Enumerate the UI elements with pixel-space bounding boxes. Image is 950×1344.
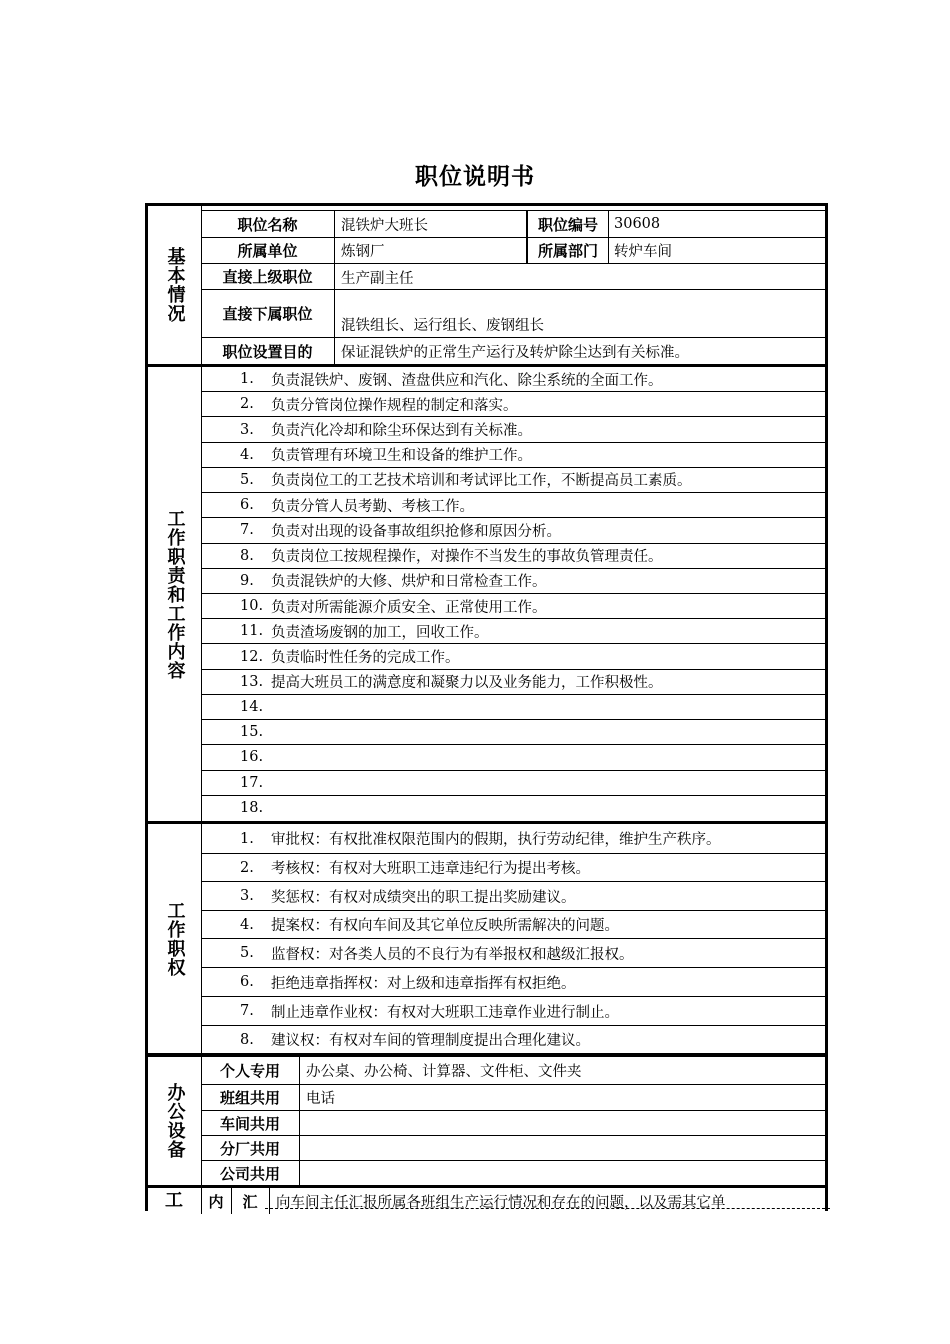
duty-text: 负责临时性任务的完成工作。 <box>271 650 460 667</box>
duty-number: 16. <box>240 749 264 766</box>
duty-number: 1. <box>240 371 254 388</box>
duty-number: 4. <box>240 446 254 463</box>
unit-label: 所属单位 <box>201 238 335 263</box>
duty-row <box>201 644 825 669</box>
dept-value: 转炉车间 <box>614 244 672 260</box>
equipment-label-cell: 分厂共用 <box>201 1136 300 1160</box>
relations-sub2: 汇 <box>231 1188 270 1214</box>
duty-text: 负责混铁炉、废钢、渣盘供应和汽化、除尘系统的全面工作。 <box>271 372 663 389</box>
equipment-row <box>201 1161 825 1185</box>
basic-info-label: 基本情况 <box>148 206 202 364</box>
duty-row <box>201 392 825 417</box>
duty-row <box>201 771 825 796</box>
authority-number: 1. <box>240 830 254 847</box>
duty-row <box>201 670 825 695</box>
duty-row <box>201 569 825 594</box>
authority-text: 监督权：对各类人员的不良行为有举报权和越级汇报权。 <box>271 946 634 963</box>
equipment-label: 办公设备 <box>148 1057 202 1185</box>
authority-row <box>201 968 825 997</box>
authority-row <box>201 824 825 854</box>
equipment-value: 办公桌、办公椅、计算器、文件柜、文件夹 <box>306 1064 582 1080</box>
basic-info-section <box>148 206 825 364</box>
authority-number: 6. <box>240 974 254 990</box>
relations-text: 向车间主任汇报所属各班组生产运行情况和存在的问题，以及需其它单 <box>276 1194 726 1211</box>
job-description-table <box>145 203 828 1211</box>
superior-value: 生产副主任 <box>341 271 414 287</box>
position-name-value: 混铁炉大班长 <box>334 211 527 237</box>
duty-row <box>201 796 825 821</box>
authority-row <box>201 1026 825 1053</box>
duty-number: 11. <box>240 623 264 640</box>
equipment-row <box>201 1136 825 1161</box>
authority-text: 制止违章作业权：有权对大班职工违章作业进行制止。 <box>271 1004 619 1021</box>
position-code-value: 30608 <box>614 216 661 232</box>
authority-row <box>201 911 825 939</box>
relations-label: 工 <box>148 1188 202 1214</box>
superior-label: 直接上级职位 <box>201 264 335 289</box>
duties-label: 工作职责和工作内容 <box>148 367 202 821</box>
equipment-value <box>299 1161 825 1185</box>
relations-section <box>148 1188 825 1214</box>
authority-row <box>201 882 825 911</box>
duty-text: 负责分管人员考勤、考核工作。 <box>271 498 474 515</box>
duty-row <box>201 720 825 745</box>
equipment-value <box>299 1136 825 1160</box>
duty-number: 9. <box>240 572 254 589</box>
duty-row <box>201 493 825 518</box>
authority-row <box>201 854 825 882</box>
equipment-label-cell: 车间共用 <box>201 1111 300 1135</box>
duty-number: 8. <box>240 547 254 564</box>
subordinate-value: 混铁组长、运行组长、废钢组长 <box>341 318 544 334</box>
purpose-label: 职位设置目的 <box>201 338 335 364</box>
duty-text: 提高大班员工的满意度和凝聚力以及业务能力，工作积极性。 <box>271 675 663 692</box>
authority-row <box>201 997 825 1026</box>
duty-text: 负责汽化冷却和除尘环保达到有关标准。 <box>271 423 532 440</box>
authority-label: 工作职权 <box>148 824 202 1053</box>
duty-row <box>201 594 825 619</box>
duties-section <box>148 367 825 821</box>
superior-row <box>201 264 825 290</box>
page-cut-line <box>265 1208 830 1209</box>
duty-number: 6. <box>240 497 254 514</box>
unit-row <box>201 238 825 264</box>
equipment-label-cell: 个人专用 <box>201 1057 300 1084</box>
duty-text: 负责渣场废钢的加工，回收工作。 <box>271 624 489 641</box>
purpose-value: 保证混铁炉的正常生产运行及转炉除尘达到有关标准。 <box>341 344 689 361</box>
duty-number: 17. <box>240 774 264 791</box>
equipment-row <box>201 1111 825 1136</box>
duty-text: 负责分管岗位操作规程的制定和落实。 <box>271 397 518 414</box>
authority-number: 7. <box>240 1003 254 1019</box>
authority-section <box>148 824 825 1053</box>
duty-text: 负责岗位工的工艺技术培训和考试评比工作，不断提高员工素质。 <box>271 473 692 490</box>
duty-text: 负责对所需能源介质安全、正常使用工作。 <box>271 599 547 616</box>
duty-number: 10. <box>240 598 264 615</box>
purpose-row <box>201 338 825 364</box>
relations-row <box>201 1188 825 1214</box>
subordinate-row <box>201 290 825 338</box>
duty-row <box>201 367 825 392</box>
authority-number: 5. <box>240 945 254 961</box>
authority-text: 拒绝违章指挥权：对上级和违章指挥有权拒绝。 <box>271 975 576 992</box>
duty-row <box>201 468 825 493</box>
duty-text: 负责混铁炉的大修、烘炉和日常检查工作。 <box>271 574 547 591</box>
relations-sub1: 内 <box>201 1188 232 1214</box>
authority-text: 奖惩权：有权对成绩突出的职工提出奖励建议。 <box>271 889 576 906</box>
duty-row <box>201 695 825 720</box>
duty-number: 12. <box>240 648 264 665</box>
document-title: 职位说明书 <box>415 164 535 190</box>
duty-text: 负责管理有环境卫生和设备的维护工作。 <box>271 448 532 465</box>
duty-row <box>201 518 825 543</box>
authority-number: 8. <box>240 1031 254 1048</box>
duty-text: 负责对出现的设备事故组织抢修和原因分析。 <box>271 523 561 540</box>
duty-row <box>201 443 825 468</box>
duty-number: 15. <box>240 724 264 741</box>
duty-number: 5. <box>240 471 254 488</box>
authority-text: 提案权：有权向车间及其它单位反映所需解决的问题。 <box>271 918 619 934</box>
duty-text: 负责岗位工按规程操作，对操作不当发生的事故负管理责任。 <box>271 549 663 566</box>
duty-row <box>201 619 825 644</box>
authority-text: 考核权：有权对大班职工违章违纪行为提出考核。 <box>271 861 590 877</box>
authority-number: 2. <box>240 859 254 876</box>
equipment-label-cell: 公司共用 <box>201 1161 300 1185</box>
authority-row <box>201 939 825 968</box>
equipment-row <box>201 1085 825 1111</box>
authority-text: 审批权：有权批准权限范围内的假期，执行劳动纪律，维护生产秩序。 <box>271 832 721 848</box>
position-name-label: 职位名称 <box>201 211 335 237</box>
duty-number: 13. <box>240 673 264 690</box>
duty-row <box>201 417 825 442</box>
position-row <box>201 210 825 238</box>
authority-number: 3. <box>240 888 254 904</box>
equipment-value: 电话 <box>306 1091 335 1107</box>
position-code-label: 职位编号 <box>527 211 609 237</box>
equipment-row <box>201 1057 825 1085</box>
equipment-label-cell: 班组共用 <box>201 1085 300 1110</box>
duty-number: 3. <box>240 421 254 438</box>
equipment-value <box>299 1111 825 1135</box>
duty-number: 7. <box>240 522 254 539</box>
duty-row <box>201 745 825 770</box>
duty-number: 2. <box>240 396 254 413</box>
unit-value: 炼钢厂 <box>334 238 527 263</box>
subordinate-label: 直接下属职位 <box>201 290 335 337</box>
equipment-section <box>148 1057 825 1185</box>
duty-row <box>201 544 825 569</box>
duty-number: 18. <box>240 800 264 817</box>
authority-text: 建议权：有权对车间的管理制度提出合理化建议。 <box>271 1033 590 1049</box>
duty-number: 14. <box>240 698 264 715</box>
dept-label: 所属部门 <box>527 238 609 263</box>
authority-number: 4. <box>240 916 254 933</box>
